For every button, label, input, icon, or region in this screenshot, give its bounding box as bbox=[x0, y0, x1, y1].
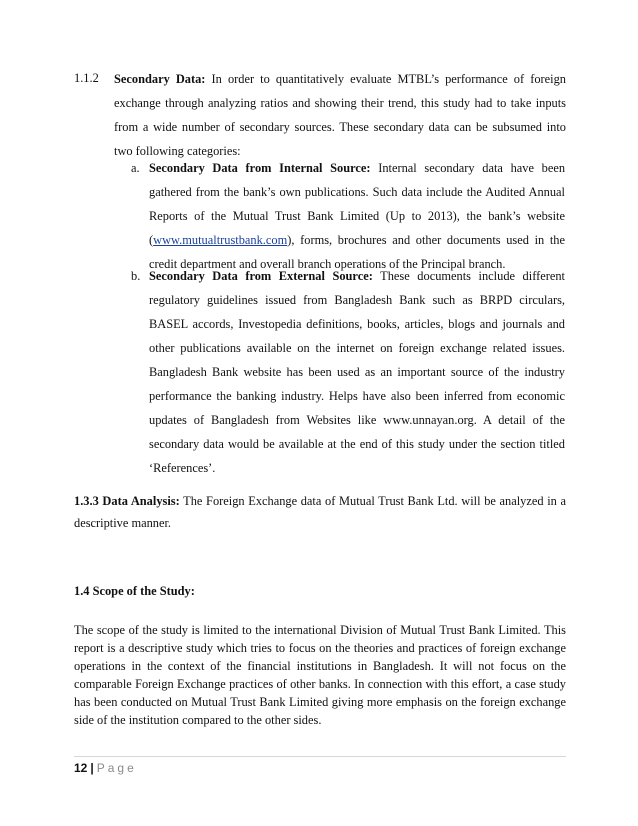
list-marker-a: a. bbox=[131, 161, 140, 175]
internal-source-title: Secondary Data from Internal Source: bbox=[149, 161, 371, 175]
page-number: 12 bbox=[74, 761, 88, 775]
section-112-paragraph bbox=[114, 67, 566, 163]
external-source-text: These documents include different regulatory guidelines issued from Bangladesh Bank such as BRPD circulars, BASEL accords, Investopedia definitions, books, articles, blogs and journals and other publications available on the internet on foreign exchange related issues. Bangladesh Bank website has been used as an important source of the industry performance the banking industry. Helps have also been inferred from economic updates of Bangladesh from Websites like www.unnayan.org. A detail of the secondary data would be available at the end of this study under the section titled ‘References’. bbox=[149, 269, 565, 475]
page-footer bbox=[74, 761, 137, 775]
footer-separator: | bbox=[90, 761, 94, 775]
internal-source-text-2: ), forms, brochures and other documents used in the credit department and overall branch operations of the Principal branch. bbox=[149, 233, 565, 271]
bank-website-link[interactable]: www.mutualtrustbank.com bbox=[153, 233, 288, 247]
external-source-title: Secondary Data from External Source: bbox=[149, 269, 373, 283]
footer-divider bbox=[74, 756, 566, 757]
section-133-paragraph bbox=[74, 490, 566, 534]
section-112-text: In order to quantitatively evaluate MTBL’s performance of foreign exchange through analyzing ratios and showing their trend, this study had to take inputs from a wide number of secondary sources. These secondary data can be subsumed into two following categories: bbox=[114, 72, 566, 158]
section-133-title: 1.3.3 Data Analysis: bbox=[74, 494, 180, 508]
list-marker-b: b. bbox=[131, 269, 141, 283]
section-112-title: Secondary Data: bbox=[114, 72, 206, 86]
list-item-internal-source bbox=[131, 156, 566, 276]
section-14-paragraph: The scope of the study is limited to the international Division of Mutual Trust Bank Limited. This report is a descriptive study which tries to focus on the theories and practices of foreign exchange operations in the context of the financial institutions in Bangladesh. It will not focus on the comparable Foreign Exchange practices of other banks. In connection with this effort, a case study has been conducted on Mutual Trust Bank Limited giving more emphasis on the foreign exchange side of the institution compared to the other sides. bbox=[74, 623, 566, 727]
section-133-text: The Foreign Exchange data of Mutual Trust Bank Ltd. will be analyzed in a descriptive manner. bbox=[74, 494, 566, 530]
section-14-heading: 1.4 Scope of the Study: bbox=[74, 584, 195, 598]
internal-source-text-1: Internal secondary data have been gathered from the bank’s own publications. Such data include the Audited Annual Reports of the Mutual Trust Bank Limited (Up to 2013), the bank’s website ( bbox=[149, 161, 566, 247]
section-112-number: 1.1.2 bbox=[74, 71, 99, 85]
list-item-external-source bbox=[131, 264, 565, 480]
page-label: Page bbox=[96, 761, 137, 775]
